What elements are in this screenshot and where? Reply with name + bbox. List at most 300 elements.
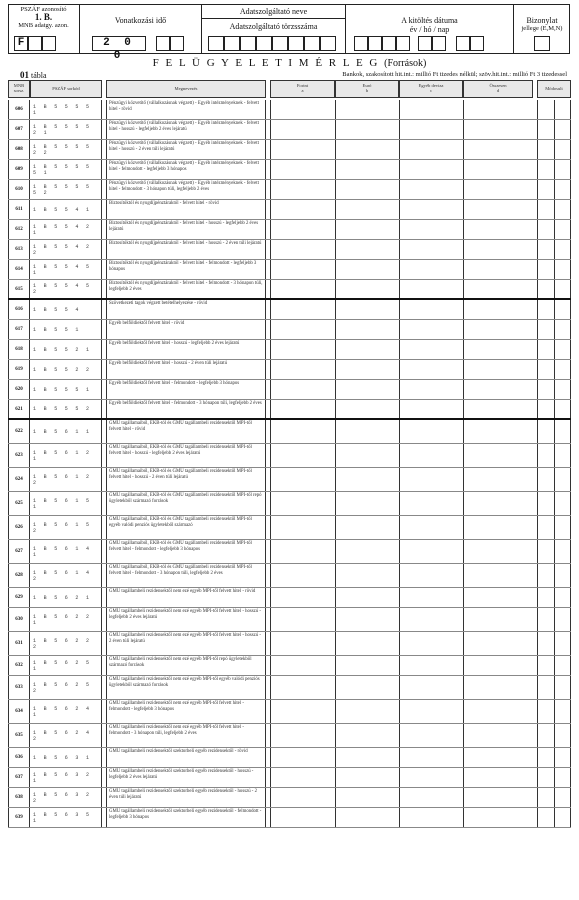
cell-mark[interactable] — [537, 444, 571, 467]
cell-forint[interactable] — [270, 748, 335, 767]
row-code: 1 B 5 6 1 5 1 — [30, 492, 102, 515]
cell-euro[interactable] — [335, 540, 399, 563]
cell-forint[interactable] — [270, 656, 335, 675]
cell-forint[interactable] — [270, 280, 335, 298]
cell-forint[interactable] — [270, 420, 335, 443]
date-year-box-4[interactable] — [396, 36, 410, 51]
col-header-total-letter: d — [496, 88, 500, 93]
cell-forint[interactable] — [270, 768, 335, 787]
cell-euro[interactable] — [335, 400, 399, 418]
cell-euro[interactable] — [335, 564, 399, 587]
row-number: 619 — [8, 360, 30, 379]
cell-other-fx[interactable] — [399, 100, 463, 119]
date-month-box-1[interactable] — [418, 36, 432, 51]
row-number: 626 — [8, 516, 30, 539]
cell-total[interactable] — [463, 468, 533, 491]
table-row — [8, 724, 571, 748]
row-description: Pénzügyi közvetítő (vállalkozásnak végzett) - Egyéb intézményeknek - felvett hitel - hosszú - 2 éven túli lejáratú — [106, 140, 266, 159]
cell-mark[interactable] — [537, 180, 571, 199]
row-number: 609 — [8, 160, 30, 179]
col-header-euro-letter: b — [365, 88, 369, 93]
cell-forint[interactable] — [270, 320, 335, 339]
cell-total[interactable] — [463, 540, 533, 563]
cell-other-fx[interactable] — [399, 420, 463, 443]
cell-total[interactable] — [463, 420, 533, 443]
cell-total[interactable] — [463, 240, 533, 259]
period-box-month-2[interactable] — [170, 36, 184, 51]
cell-mark-divider — [554, 768, 555, 787]
date-year-box-2[interactable] — [368, 36, 382, 51]
row-number: 635 — [8, 724, 30, 747]
row-code: 1 B 5 5 1 — [30, 320, 102, 339]
cell-mark[interactable] — [537, 400, 571, 418]
cell-mark[interactable] — [537, 140, 571, 159]
cell-mark-divider — [554, 220, 555, 239]
cell-total[interactable] — [463, 700, 533, 723]
certificate-sub-label: jellege (E,M,N) — [521, 25, 563, 32]
row-code: 1 B 5 5 2 1 — [30, 340, 102, 359]
cell-total[interactable] — [463, 180, 533, 199]
cell-mark[interactable] — [537, 632, 571, 655]
table-row — [8, 380, 571, 400]
cell-forint[interactable] — [270, 120, 335, 139]
certificate-label: Bizonylat — [526, 16, 558, 25]
cell-mark[interactable] — [537, 340, 571, 359]
header-cell-certificate — [514, 4, 570, 54]
cell-other-fx[interactable] — [399, 788, 463, 807]
row-code: 1 B 5 6 1 1 — [30, 420, 102, 443]
cell-euro[interactable] — [335, 280, 399, 298]
row-description: Biztosítóktól és nyugdíjpénztáraktól - felvett hitel - felmondott - 3 hónapon túli, legfeljebb 2 éves — [106, 280, 266, 298]
cell-total[interactable] — [463, 220, 533, 239]
cell-mark[interactable] — [537, 200, 571, 219]
provider-id-box-4[interactable] — [256, 36, 272, 51]
cell-mark[interactable] — [537, 240, 571, 259]
cell-forint[interactable] — [270, 588, 335, 607]
cell-euro[interactable] — [335, 320, 399, 339]
table-row — [8, 676, 571, 700]
cell-forint[interactable] — [270, 160, 335, 179]
table-row — [8, 100, 571, 120]
cell-forint[interactable] — [270, 632, 335, 655]
cell-euro[interactable] — [335, 140, 399, 159]
row-number: 608 — [8, 140, 30, 159]
cell-other-fx[interactable] — [399, 140, 463, 159]
cell-mark[interactable] — [537, 100, 571, 119]
cell-other-fx[interactable] — [399, 608, 463, 631]
cell-other-fx[interactable] — [399, 748, 463, 767]
row-number: 632 — [8, 656, 30, 675]
col-header-mnb-row: MNB sorsz. — [8, 80, 30, 98]
header-cell-provider — [202, 4, 346, 54]
cell-other-fx[interactable] — [399, 768, 463, 787]
cell-other-fx[interactable] — [399, 240, 463, 259]
cell-euro[interactable] — [335, 808, 399, 827]
cell-euro[interactable] — [335, 220, 399, 239]
cell-total[interactable] — [463, 748, 533, 767]
cell-total[interactable] — [463, 380, 533, 399]
cell-other-fx[interactable] — [399, 220, 463, 239]
cell-total[interactable] — [463, 608, 533, 631]
cell-euro[interactable] — [335, 300, 399, 319]
cell-total[interactable] — [463, 140, 533, 159]
table-row — [8, 444, 571, 468]
table-row — [8, 420, 571, 444]
mnb-id-box-2[interactable] — [28, 36, 42, 51]
cell-total[interactable] — [463, 400, 533, 418]
cell-mark[interactable] — [537, 468, 571, 491]
cell-total[interactable] — [463, 360, 533, 379]
period-label: Vonatkozási idő — [114, 16, 167, 25]
cell-mark[interactable] — [537, 300, 571, 319]
mnb-id-box-3[interactable] — [42, 36, 56, 51]
row-number: 610 — [8, 180, 30, 199]
cell-euro[interactable] — [335, 420, 399, 443]
header-cell-pszaf — [8, 4, 80, 54]
cell-euro[interactable] — [335, 656, 399, 675]
row-description: GMU tagállambeli rezidensektől szektorbeli egyéb rezidensektől - hosszú - legfeljebb 2 éves lejáratú — [106, 768, 266, 787]
cell-mark-divider — [554, 564, 555, 587]
cell-euro[interactable] — [335, 200, 399, 219]
cell-other-fx[interactable] — [399, 260, 463, 279]
cell-other-fx[interactable] — [399, 400, 463, 418]
cell-euro[interactable] — [335, 588, 399, 607]
cell-forint[interactable] — [270, 608, 335, 631]
table-row — [8, 808, 571, 828]
cell-other-fx[interactable] — [399, 360, 463, 379]
cell-total[interactable] — [463, 300, 533, 319]
cell-forint[interactable] — [270, 468, 335, 491]
cell-mark[interactable] — [537, 656, 571, 675]
cell-forint[interactable] — [270, 380, 335, 399]
row-description: GMU tagállamaiból, EKB-tól és GMU tagállambeli rezidensektől MPI-től repó ügyletekből származó források — [106, 492, 266, 515]
provider-id-box-1[interactable] — [208, 36, 224, 51]
cell-forint[interactable] — [270, 340, 335, 359]
cell-euro[interactable] — [335, 120, 399, 139]
period-box[interactable]: 2 0 0 — [92, 36, 146, 51]
provider-id-box-2[interactable] — [224, 36, 240, 51]
cell-forint[interactable] — [270, 400, 335, 418]
table-row — [8, 240, 571, 260]
cell-euro[interactable] — [335, 360, 399, 379]
cell-mark-divider — [554, 444, 555, 467]
date-day-box-1[interactable] — [456, 36, 470, 51]
cell-other-fx[interactable] — [399, 516, 463, 539]
cell-forint[interactable] — [270, 492, 335, 515]
cell-total[interactable] — [463, 656, 533, 675]
row-code: 1 B 5 5 4 2 2 — [30, 240, 102, 259]
row-number: 628 — [8, 564, 30, 587]
cell-other-fx[interactable] — [399, 724, 463, 747]
table-row — [8, 540, 571, 564]
row-description: Egyéb belföldiektől felvett hitel - felmondott - legfeljebb 3 hónapos — [106, 380, 266, 399]
cell-mark[interactable] — [537, 540, 571, 563]
row-code: 1 B 5 6 2 5 1 — [30, 656, 102, 675]
table-row — [8, 180, 571, 200]
cell-other-fx[interactable] — [399, 540, 463, 563]
cell-mark-divider — [554, 120, 555, 139]
cell-forint[interactable] — [270, 100, 335, 119]
cell-total[interactable] — [463, 340, 533, 359]
cell-other-fx[interactable] — [399, 444, 463, 467]
cell-euro[interactable] — [335, 100, 399, 119]
cell-euro[interactable] — [335, 380, 399, 399]
cell-other-fx[interactable] — [399, 468, 463, 491]
cell-total[interactable] — [463, 588, 533, 607]
cell-other-fx[interactable] — [399, 380, 463, 399]
cell-total[interactable] — [463, 100, 533, 119]
cell-forint[interactable] — [270, 540, 335, 563]
row-code: 1 B 5 6 3 5 1 — [30, 808, 102, 827]
cell-mark-divider — [554, 632, 555, 655]
form-header — [8, 4, 570, 62]
cell-mark[interactable] — [537, 516, 571, 539]
row-number: 620 — [8, 380, 30, 399]
cell-mark[interactable] — [537, 320, 571, 339]
cell-total[interactable] — [463, 724, 533, 747]
cell-euro[interactable] — [335, 608, 399, 631]
row-number: 636 — [8, 748, 30, 767]
cell-total[interactable] — [463, 320, 533, 339]
cell-other-fx[interactable] — [399, 340, 463, 359]
date-month-box-2[interactable] — [432, 36, 446, 51]
cell-other-fx[interactable] — [399, 320, 463, 339]
cell-mark[interactable] — [537, 360, 571, 379]
cell-forint[interactable] — [270, 220, 335, 239]
row-number: 634 — [8, 700, 30, 723]
cell-other-fx[interactable] — [399, 120, 463, 139]
row-number: 625 — [8, 492, 30, 515]
cell-forint[interactable] — [270, 260, 335, 279]
table-row — [8, 320, 571, 340]
table-row — [8, 160, 571, 180]
cell-mark-divider — [554, 240, 555, 259]
cell-euro[interactable] — [335, 516, 399, 539]
date-day-box-2[interactable] — [470, 36, 484, 51]
row-number: 639 — [8, 808, 30, 827]
cell-forint[interactable] — [270, 724, 335, 747]
cell-other-fx[interactable] — [399, 160, 463, 179]
cell-mark-divider — [554, 468, 555, 491]
f-box[interactable]: F — [14, 36, 28, 51]
row-number: 638 — [8, 788, 30, 807]
cell-mark[interactable] — [537, 120, 571, 139]
date-year-box-3[interactable] — [382, 36, 396, 51]
cell-forint[interactable] — [270, 788, 335, 807]
cell-other-fx[interactable] — [399, 280, 463, 298]
cell-euro[interactable] — [335, 676, 399, 699]
row-code: 1 B 5 5 5 2 — [30, 400, 102, 418]
row-number: 623 — [8, 444, 30, 467]
row-description: Pénzügyi közvetítő (vállalkozásnak végzett) - Egyéb intézményeknek - felvett hitel - hosszú - legfeljebb 2 éves lejáratú — [106, 120, 266, 139]
table-row — [8, 400, 571, 420]
cell-mark[interactable] — [537, 700, 571, 723]
col-header-forint-letter: a — [301, 88, 304, 93]
row-code: 1 B 5 6 1 4 2 — [30, 564, 102, 587]
table-number: 01 — [20, 70, 29, 80]
header-cell-period — [80, 4, 202, 62]
cell-other-fx[interactable] — [399, 300, 463, 319]
cell-euro[interactable] — [335, 240, 399, 259]
cell-euro[interactable] — [335, 768, 399, 787]
cell-other-fx[interactable] — [399, 656, 463, 675]
cell-euro[interactable] — [335, 180, 399, 199]
cell-forint[interactable] — [270, 564, 335, 587]
cell-forint[interactable] — [270, 200, 335, 219]
table-row — [8, 200, 571, 220]
cell-total[interactable] — [463, 492, 533, 515]
row-code: 1 B 5 5 4 1 — [30, 200, 102, 219]
cell-other-fx[interactable] — [399, 200, 463, 219]
cell-mark[interactable] — [537, 220, 571, 239]
row-number: 621 — [8, 400, 30, 418]
cell-mark[interactable] — [537, 420, 571, 443]
cell-euro[interactable] — [335, 340, 399, 359]
pszaf-label: PSZÁF azonosító — [20, 6, 67, 13]
table-row — [8, 220, 571, 240]
row-description: GMU tagállambeli rezidensektől nem ezé egyéb MPI-től felvett hitel - felmondott - 3 hónapon túli, legfeljebb 2 éves — [106, 724, 266, 747]
page-title — [0, 57, 579, 69]
row-code: 1 B 5 5 4 5 2 — [30, 280, 102, 298]
cell-euro[interactable] — [335, 748, 399, 767]
cell-mark[interactable] — [537, 768, 571, 787]
date-year-box-1[interactable] — [354, 36, 368, 51]
cell-total[interactable] — [463, 200, 533, 219]
row-description: Biztosítóktól és nyugdíjpénztáraktól - felvett hitel - hosszú - legfeljebb 2 éves lejáratú — [106, 220, 266, 239]
cell-forint[interactable] — [270, 140, 335, 159]
certificate-type-box[interactable] — [534, 36, 550, 51]
col-header-total — [463, 80, 533, 98]
cell-other-fx[interactable] — [399, 808, 463, 827]
cell-euro[interactable] — [335, 160, 399, 179]
col-header-total-label: Összesen — [489, 83, 507, 88]
cell-forint[interactable] — [270, 444, 335, 467]
cell-total[interactable] — [463, 516, 533, 539]
cell-forint[interactable] — [270, 180, 335, 199]
provider-id-box-8[interactable] — [320, 36, 336, 51]
row-code: 1 B 5 6 3 1 — [30, 748, 102, 767]
cell-mark-divider — [554, 300, 555, 319]
cell-forint[interactable] — [270, 300, 335, 319]
cell-other-fx[interactable] — [399, 492, 463, 515]
cell-euro[interactable] — [335, 492, 399, 515]
cell-total[interactable] — [463, 768, 533, 787]
cell-other-fx[interactable] — [399, 676, 463, 699]
row-code: 1 B 5 6 1 5 2 — [30, 516, 102, 539]
cell-euro[interactable] — [335, 444, 399, 467]
cell-mark-divider — [554, 748, 555, 767]
cell-mark-divider — [554, 588, 555, 607]
provider-id-box-6[interactable] — [288, 36, 304, 51]
period-box-month-1[interactable] — [156, 36, 170, 51]
cell-total[interactable] — [463, 808, 533, 827]
col-header-mark: Módosult — [537, 80, 571, 98]
cell-other-fx[interactable] — [399, 632, 463, 655]
cell-other-fx[interactable] — [399, 700, 463, 723]
cell-forint[interactable] — [270, 676, 335, 699]
cell-mark[interactable] — [537, 724, 571, 747]
row-code: 1 B 5 6 2 4 1 — [30, 700, 102, 723]
cell-forint[interactable] — [270, 808, 335, 827]
cell-mark-divider — [554, 420, 555, 443]
cell-mark[interactable] — [537, 808, 571, 827]
row-code: 1 B 5 5 5 1 — [30, 380, 102, 399]
table-word: tábla — [31, 71, 47, 80]
row-code: 1 B 5 5 4 5 1 — [30, 260, 102, 279]
cell-total[interactable] — [463, 160, 533, 179]
row-code: 1 B 5 5 5 5 2 1 — [30, 120, 102, 139]
row-code: 1 B 5 6 2 5 2 — [30, 676, 102, 699]
cell-euro[interactable] — [335, 788, 399, 807]
cell-total[interactable] — [463, 444, 533, 467]
cell-euro[interactable] — [335, 468, 399, 491]
date-label: A kitöltés dátuma — [401, 16, 458, 25]
cell-total[interactable] — [463, 260, 533, 279]
cell-mark[interactable] — [537, 588, 571, 607]
cell-total[interactable] — [463, 676, 533, 699]
cell-euro[interactable] — [335, 700, 399, 723]
cell-total[interactable] — [463, 120, 533, 139]
table-row — [8, 516, 571, 540]
cell-mark[interactable] — [537, 160, 571, 179]
cell-mark[interactable] — [537, 260, 571, 279]
cell-other-fx[interactable] — [399, 180, 463, 199]
row-number: 630 — [8, 608, 30, 631]
cell-mark[interactable] — [537, 564, 571, 587]
cell-total[interactable] — [463, 564, 533, 587]
cell-total[interactable] — [463, 632, 533, 655]
cell-mark[interactable] — [537, 608, 571, 631]
row-number: 633 — [8, 676, 30, 699]
table-row — [8, 280, 571, 300]
row-code: 1 B 5 6 2 2 2 — [30, 632, 102, 655]
cell-total[interactable] — [463, 280, 533, 298]
provider-id-box-3[interactable] — [240, 36, 256, 51]
cell-euro[interactable] — [335, 724, 399, 747]
cell-mark-divider — [554, 656, 555, 675]
row-description: GMU tagállambeli rezidensektől nem ezé egyéb MPI-től felvett hitel - hosszú - 2 éven túli lejáratú — [106, 632, 266, 655]
cell-mark[interactable] — [537, 676, 571, 699]
row-description: Pénzügyi közvetítő (vállalkozásnak végzett) - Egyéb intézményeknek - felvett hitel - felmondott - 3 hónapon túli, legfeljebb 2 éves — [106, 180, 266, 199]
cell-forint[interactable] — [270, 700, 335, 723]
cell-mark[interactable] — [537, 280, 571, 298]
cell-other-fx[interactable] — [399, 588, 463, 607]
cell-forint[interactable] — [270, 240, 335, 259]
cell-mark[interactable] — [537, 748, 571, 767]
row-number: 615 — [8, 280, 30, 298]
cell-forint[interactable] — [270, 360, 335, 379]
row-number: 612 — [8, 220, 30, 239]
cell-mark-divider — [554, 320, 555, 339]
balance-table — [8, 80, 571, 880]
cell-mark[interactable] — [537, 492, 571, 515]
cell-mark-divider — [554, 360, 555, 379]
cell-mark-divider — [554, 260, 555, 279]
provider-id-box-5[interactable] — [272, 36, 288, 51]
provider-id-box-7[interactable] — [304, 36, 320, 51]
row-description: Egyéb belföldiektől felvett hitel - rövid — [106, 320, 266, 339]
table-row — [8, 748, 571, 768]
cell-other-fx[interactable] — [399, 564, 463, 587]
cell-total[interactable] — [463, 788, 533, 807]
cell-mark[interactable] — [537, 788, 571, 807]
cell-mark[interactable] — [537, 380, 571, 399]
cell-euro[interactable] — [335, 632, 399, 655]
cell-forint[interactable] — [270, 516, 335, 539]
cell-euro[interactable] — [335, 260, 399, 279]
table-row — [8, 564, 571, 588]
table-label — [20, 70, 47, 80]
